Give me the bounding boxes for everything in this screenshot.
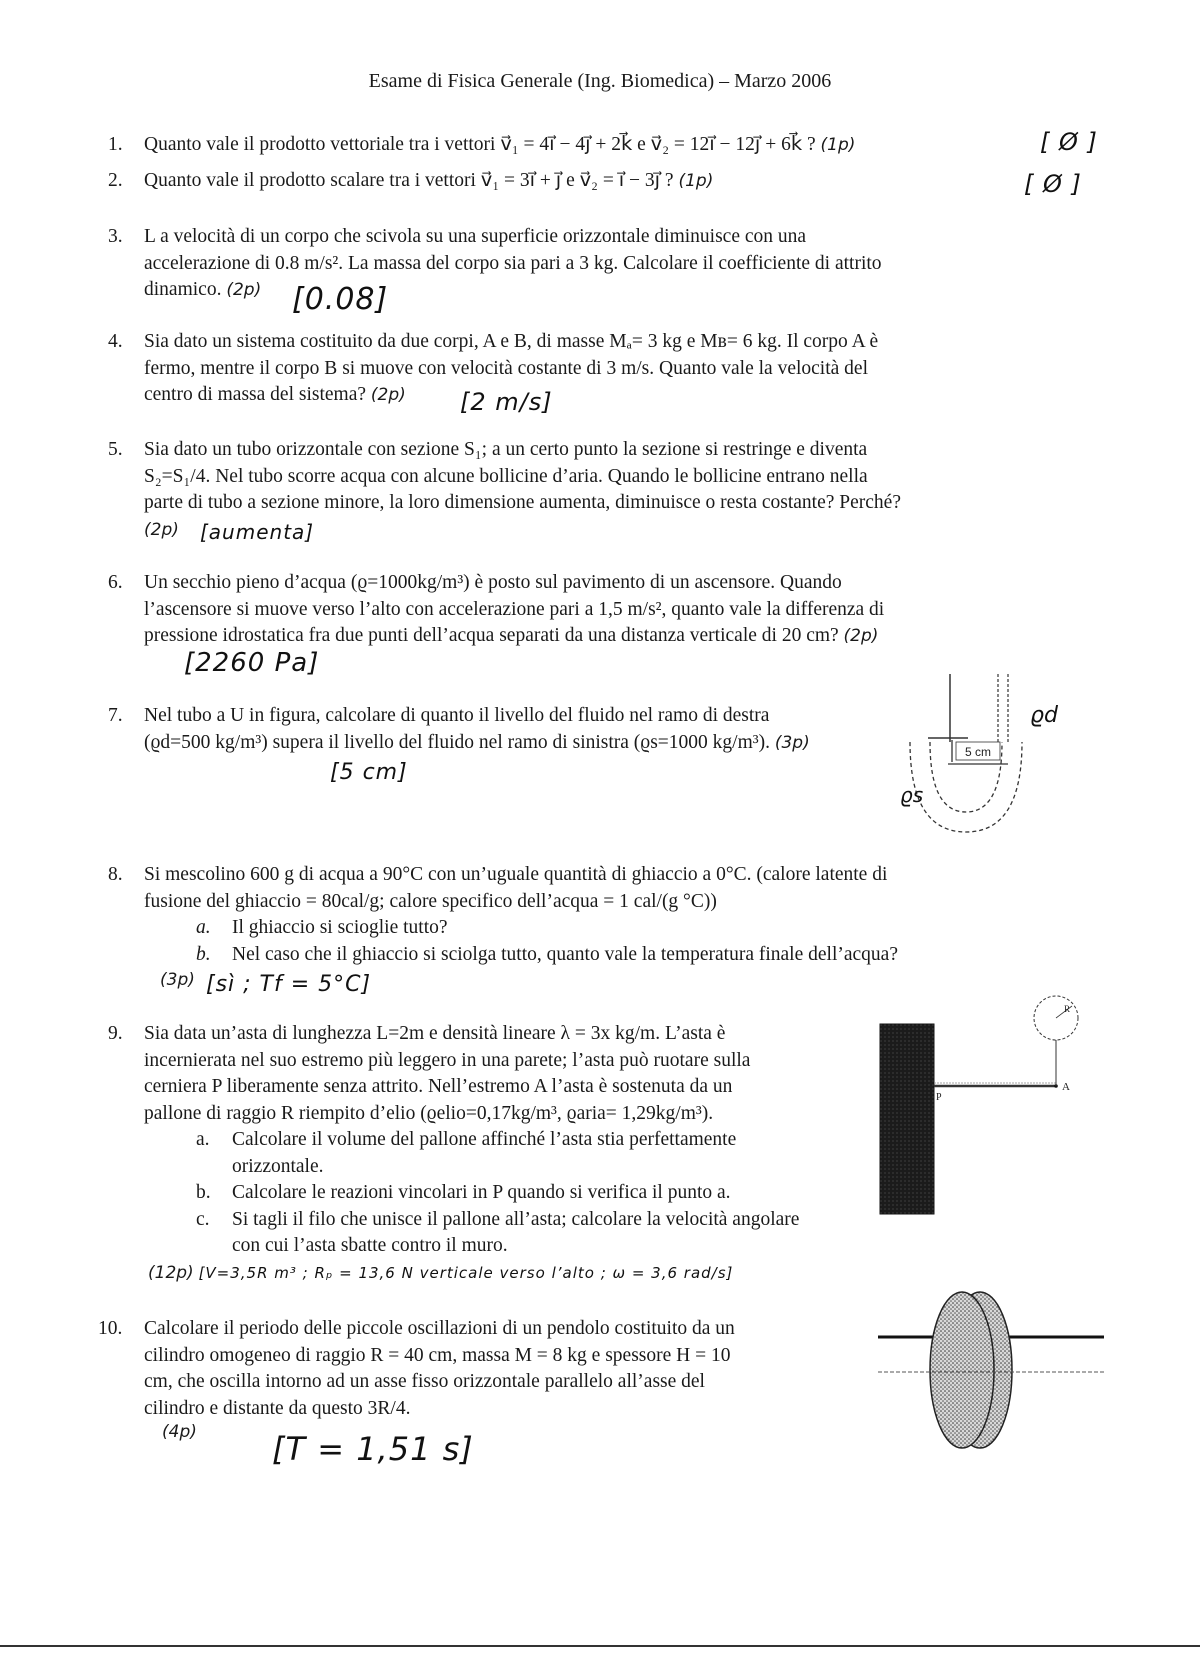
figure-label-5cm: 5 cm	[964, 745, 992, 759]
question-line: pressione idrostatica fra due punti dell’acqua separati da una distanza verticale di 20 cm?	[144, 625, 839, 646]
subquestion: b. Nel caso che il ghiaccio si sciolga tutto, quanto vale la temperatura finale dell’acqua?	[196, 943, 898, 965]
question-number: 3.	[108, 226, 123, 247]
question-line: fermo, mentre il corpo B si muove con velocità costante di 3 m/s. Quanto vale la velocità del	[144, 357, 868, 379]
handwritten-answer: [V=3,5R m³ ; Rₚ = 13,6 N verticale verso l’alto ; ω = 3,6 rad/s]	[198, 1264, 734, 1282]
points: (12p)	[148, 1263, 194, 1283]
question-number: 10.	[98, 1318, 123, 1339]
label-R: R	[1064, 1004, 1071, 1014]
subquestion: a. Il ghiaccio si scioglie tutto?	[196, 917, 448, 938]
question-line: cm, che oscilla intorno ad un asse fisso orizzontale parallelo all’asse del	[144, 1371, 705, 1392]
points: (3p)	[774, 732, 810, 753]
question-number: 8.	[108, 864, 123, 885]
question-number: 7.	[108, 705, 123, 726]
points: (2p)	[144, 520, 179, 540]
question-line: l’ascensore si muove verso l’alto con accelerazione pari a 1,5 m/s², quanto vale la differenza di	[144, 598, 885, 620]
question-number: 1.	[108, 134, 123, 155]
question-line: Sia dato un sistema costituito da due corpi, A e B, di masse Mₐ= 3 kg e Mʙ= 6 kg. Il corpo A è	[144, 331, 879, 352]
question-line: dinamico.	[144, 279, 222, 300]
points: (1p)	[820, 135, 856, 155]
question-line: accelerazione di 0.8 m/s². La massa del corpo sia pari a 3 kg. Calcolare il coefficiente di attrito	[144, 252, 882, 274]
handwritten-answer: [aumenta]	[200, 520, 315, 544]
question-line: S₂=S₁/4. Nel tubo scorre acqua con alcune bollicine d’aria. Quando le bollicine entrano nella	[144, 465, 868, 487]
page-bottom-line	[0, 1645, 1200, 1647]
question-number: 5.	[108, 439, 123, 460]
points: (2p)	[226, 280, 262, 300]
subquestion: b. Calcolare le reazioni vincolari in P quando si verifica il punto a.	[196, 1182, 731, 1203]
question-line: cilindro omogeneo di raggio R = 40 cm, massa M = 8 kg e spessore H = 10	[144, 1344, 731, 1366]
question-line: L a velocità di un corpo che scivola su una superficie orizzontale diminuisce con una	[144, 226, 807, 247]
label-P: P	[936, 1092, 942, 1103]
question-line: Calcolare il periodo delle piccole oscillazioni di un pendolo costituito da un	[144, 1318, 735, 1339]
points: (1p)	[678, 171, 714, 191]
handwritten-answer-row	[148, 1262, 733, 1284]
question-text: Quanto vale il prodotto vettoriale tra i vettori v⃗₁ = 4i⃗ − 4j⃗ + 2k⃗ e v⃗₂ = 12i⃗ − 12j⃗ + 6k⃗ ?	[144, 134, 816, 155]
question-line: cilindro e distante da questo 3R/4.	[144, 1397, 411, 1419]
points: (2p)	[843, 626, 879, 646]
question-line: parte di tubo a sezione minore, la loro dimensione aumenta, diminuisce o resta costante? Perché?	[144, 492, 901, 513]
rod-balloon-figure	[876, 992, 1106, 1232]
handwritten-answer: [2260 Pa]	[184, 648, 320, 678]
question-line: fusione del ghiaccio = 80cal/g; calore specifico dell’acqua = 1 cal/(g °C))	[144, 890, 717, 912]
question-line: Sia data un’asta di lunghezza L=2m e densità lineare λ = 3x kg/m. L’asta è	[144, 1023, 726, 1044]
points: (3p)	[160, 970, 195, 990]
question-line: cerniera P liberamente senza attrito. Nell’estremo A l’asta è sostenuta da un	[144, 1076, 733, 1097]
question-number: 9.	[108, 1023, 123, 1044]
handwritten-answer: [T = 1,51 s]	[272, 1430, 474, 1468]
question-line: Nel tubo a U in figura, calcolare di quanto il livello del fluido nel ramo di destra	[144, 705, 770, 726]
subquestion: a. Calcolare il volume del pallone affinché l’asta stia perfettamente orizzontale.	[196, 1129, 737, 1177]
question-line: pallone di raggio R riempito d’elio (ϱelio=0,17kg/m³, ϱaria= 1,29kg/m³).	[144, 1102, 714, 1124]
points: (2p)	[370, 385, 406, 405]
question-line: incernierata nel suo estremo più leggero in una parete; l’asta può ruotare sulla	[144, 1049, 751, 1071]
question-text: Quanto vale il prodotto scalare tra i vettori v⃗₁ = 3i⃗ + j⃗ e v⃗₂ = i⃗ − 3j⃗ ?	[144, 170, 674, 191]
hand-label-rho-d: ϱd	[1030, 703, 1058, 728]
page-title: Esame di Fisica Generale (Ing. Biomedica) – Marzo 2006	[368, 70, 832, 92]
wall	[880, 1024, 934, 1214]
question-line: Sia dato un tubo orizzontale con sezione S₁; a un certo punto la sezione si restringe e diventa	[144, 439, 868, 460]
handwritten-answer: [sì ; Tf = 5°C]	[206, 972, 372, 997]
handwritten-answer: [ Ø ]	[1024, 170, 1082, 198]
question-number: 2.	[108, 170, 123, 191]
label-A: A	[1062, 1081, 1070, 1093]
cylinder-pendulum-figure	[876, 1290, 1106, 1460]
handwritten-answer: [ Ø ]	[1040, 128, 1098, 156]
hand-label-rho-s: ϱs	[900, 783, 924, 807]
question-line: (ϱd=500 kg/m³) supera il livello del fluido nel ramo di sinistra (ϱs=1000 kg/m³).	[144, 731, 770, 753]
question-line: Si mescolino 600 g di acqua a 90°C con un’uguale quantità di ghiaccio a 0°C. (calore latente di	[144, 864, 888, 885]
handwritten-answer: [5 cm]	[330, 760, 408, 785]
question-number: 4.	[108, 331, 123, 352]
question-line: Un secchio pieno d’acqua (ϱ=1000kg/m³) è posto sul pavimento di un ascensore. Quando	[144, 572, 842, 593]
subquestion: c. Si tagli il filo che unisce il pallone all’asta; calcolare la velocità angolare con cui l’asta sbatte contro il muro.	[196, 1208, 800, 1256]
points: (4p)	[162, 1422, 197, 1442]
u-tube-figure	[900, 672, 1100, 852]
question-line: centro di massa del sistema?	[144, 384, 367, 405]
handwritten-answer: [0.08]	[292, 282, 389, 317]
handwritten-answer: [2 m/s]	[460, 388, 553, 416]
question-number: 6.	[108, 572, 123, 593]
